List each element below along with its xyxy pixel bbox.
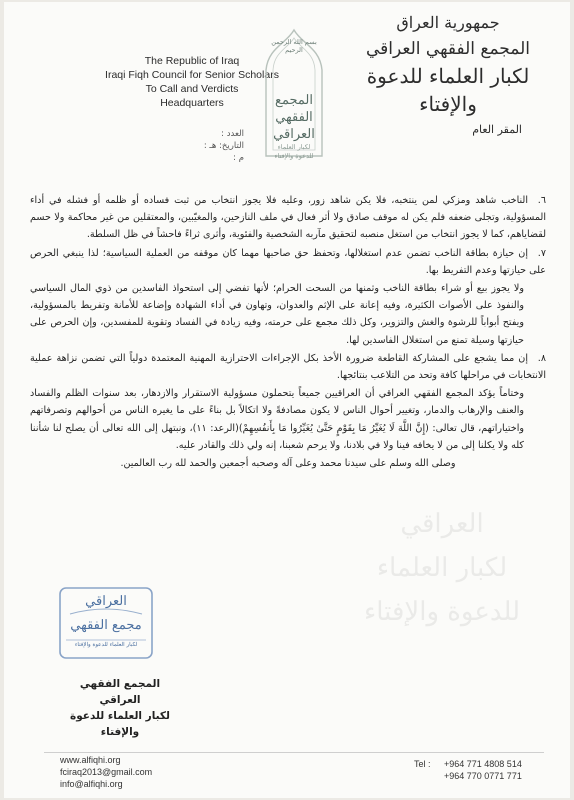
reference-block (164, 128, 244, 164)
paragraph-text: إن مما يشجع على المشاركة القاطعة ضرورة الأخذ بكل الإجراءات الاحترازية المهنية المعتمدة دولياً التي تضمن نزاهة عملية الانتخابات في مراحلها كافة وتحد من التلاعب بنتائجها. (30, 352, 546, 382)
emblem-small-1: لكبار العلماء (277, 143, 311, 151)
watermark-line-2: لكبار العلماء (376, 553, 508, 583)
paragraph-number: ٦. (537, 195, 546, 206)
header-ar-line-1: جمهورية العراق (396, 13, 500, 32)
paragraph-number: ٧. (537, 247, 546, 259)
header-arabic (338, 10, 558, 138)
phone-2[interactable]: +964 770 0771 771 (444, 771, 522, 781)
email-link-2[interactable]: info@alfiqhi.org (60, 779, 123, 789)
paragraph-6 (30, 192, 546, 244)
website-link[interactable]: www.alfiqhi.org (60, 755, 121, 765)
footer-contacts-web (60, 754, 152, 790)
letter-page (4, 2, 570, 798)
tel-label: Tel : (414, 759, 431, 769)
paragraph-text: ولا يجوز بيع أو شراء بطاقة الناخب وثمنها من السحت الحرام؛ لأنها تفضي إلى استحواذ الفاسدين من ذوي المال السياسي والنفوذ على الأصوات الكثيرة، وفيه إعانة على الإثم والعدوان، وتهاون في أداء الشهادة وإضاعة للأمانة وتفريط بالمسؤولية، ويفتح أبواباً للرشوة والغش والتزوير، وكل ذلك مجمع على حرمته، وفيه زيادة في الفساد وتقوية للمفسدين، وإن الحرص على حيازتها وسيلة تمنع من استغلال الفاسدين لها. (30, 283, 524, 346)
header-en-line-1: The Republic of Iraq (144, 55, 240, 67)
paragraph-8 (30, 350, 546, 384)
emblem-line-1: المجمع (275, 93, 313, 108)
email-link-1[interactable]: fciraq2013@gmail.com (60, 767, 153, 777)
footer-divider (44, 752, 544, 753)
paragraph-text: وختاماً يؤكد المجمع الفقهي العراقي أن العراقيين جميعاً يتحملون مسؤولية الاستقرار والازدهار، بعد سنوات الظلم والفساد والعنف والإرهاب والدمار، وتغيير أحوال الناس لا يكون مصادفةً ولا اتكالاً بل بناءً على ما يغيره الناس من أحوالهم وتصرفاتهم واختياراتهم، قال تعالى: (إِنَّ اللَّهَ لَا يُغَيِّرُ مَا بِقَوْمٍ حَتَّىٰ يُغَيِّرُوا مَا بِأَنفُسِهِمْ)(الرعد: ١١)، ونبتهل إلى الله تعالى أن يصلح لنا شأننا كله ولا يكلنا إلى من لا يخافه فينا ولا في بلادنا، ولا يرحم شعبنا، إنه ولي ذلك والقادر عليه. (30, 388, 525, 451)
header-en-line-2: Iraqi Fiqh Council for Senior Scholars (105, 69, 279, 81)
signature-line-1: المجمع الفقهي العراقي (79, 678, 161, 706)
emblem-line-2: الفقهي (275, 110, 313, 125)
emblem-basmala: بسم الله الرحمن الرحيم (271, 38, 317, 54)
header-en-line-4: Headquarters (160, 97, 224, 109)
stamp-line-2: مجمع الفقهي (70, 618, 142, 633)
header-en-line-3: To Call and Verdicts (145, 83, 239, 95)
paragraph-text: وصلى الله وسلم على سيدنا محمد وعلى آله وصحبه أجمعين والحمد لله رب العالمين. (120, 458, 456, 470)
council-emblem (256, 26, 332, 160)
number-label: العدد : (221, 129, 244, 139)
phone-1[interactable]: +964 771 4808 514 (444, 759, 522, 769)
stamp-line-1: العراقي (85, 594, 127, 609)
header-ar-line-2: المجمع الفقهي العراقي (366, 39, 530, 59)
watermark-line-1: العراقي (400, 509, 484, 539)
signature-block (60, 676, 180, 740)
paragraph-text: إن حيازة بطاقة الناخب تضمن عدم استغلالها، وتحفظ حق صاحبها مهما كان موقفه من العملية السياسية؛ لذا ينبغي الحرص على حيازتها وعدم التفريط بها. (30, 247, 546, 276)
watermark-line-3: للدعوة والإفتاء (363, 597, 521, 627)
footer-contacts-phone (414, 758, 522, 782)
letter-body (30, 192, 546, 473)
header-ar-line-4: المقر العام (472, 123, 522, 136)
closing-prayer (30, 455, 546, 472)
emblem-line-3: العراقي (273, 127, 315, 142)
paragraph-7-continued (30, 280, 546, 349)
emblem-small-2: للدعوة والإفتاء (274, 152, 314, 160)
paragraph-number: ٨. (537, 352, 546, 364)
date-label: التاريخ: هـ : (203, 141, 244, 151)
official-stamp (56, 584, 156, 662)
closing-paragraph (30, 385, 546, 454)
date-label-m: م : (233, 153, 244, 163)
paragraph-text: الناخب شاهد ومزكي لمن ينتخبه، فلا يكن شاهد زور، وعليه فلا يجوز انتخاب من ثبت فساده أو ظلمه أو فشله في أداء المسؤولية، وتجلى ضعفه فلم يكن له موقف صادق ولا أثر فعال في ملف النازحين، والمغيّبين، والمعتقلين من غير محاكمة ولا حسم لقضاياهم، كما لا يجوز انتخاب من استغل منصبه لتحقيق مآربه الشخصية والفئوية، وأثرى ثراءً فاحشاً في ظل السلطة. (30, 195, 546, 241)
watermark (322, 502, 562, 662)
header-ar-line-3: لكبار العلماء للدعوة والإفتاء (366, 64, 530, 116)
stamp-line-3: لكبار العلماء للدعوة والإفتاء (74, 642, 138, 648)
paragraph-7 (30, 245, 546, 279)
signature-line-2: لكبار العلماء للدعوة والإفتاء (70, 710, 170, 738)
emblem-text (256, 92, 332, 161)
